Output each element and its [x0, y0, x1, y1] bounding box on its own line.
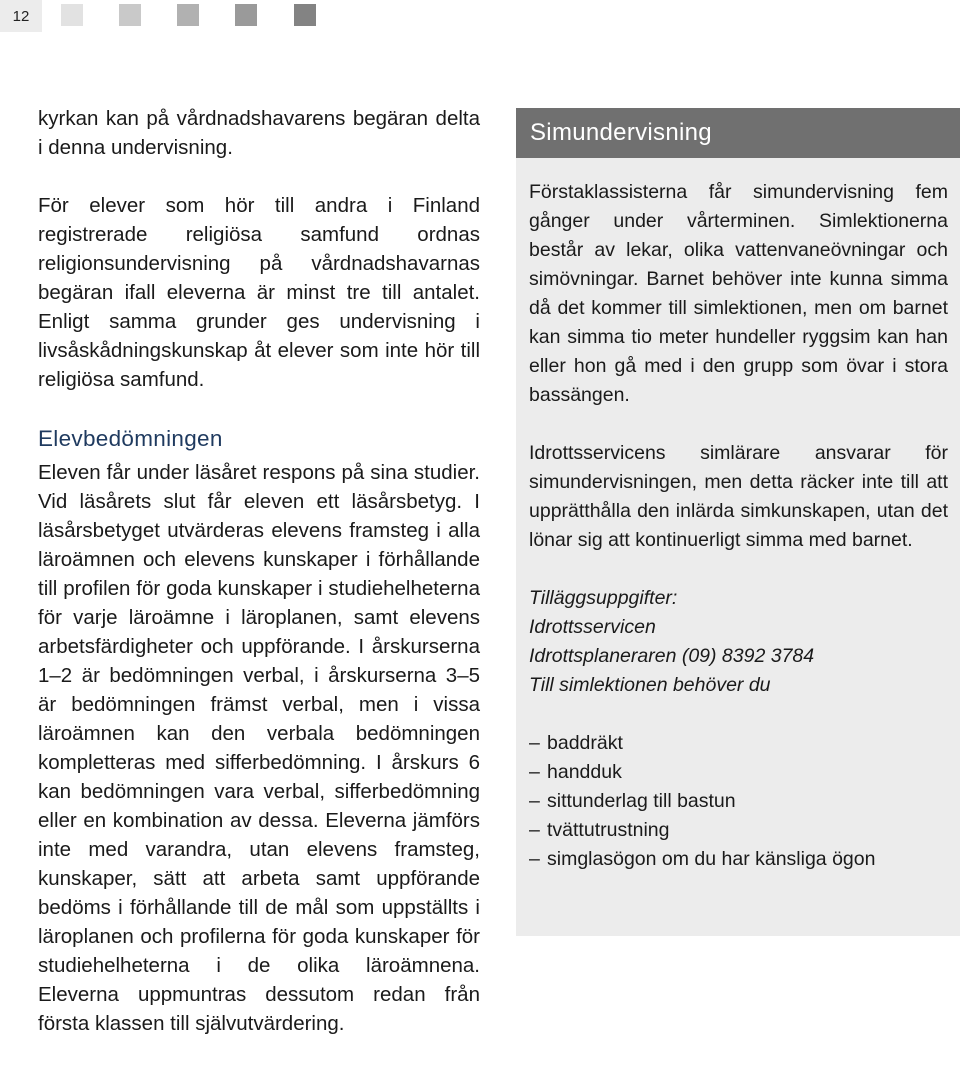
box-body — [516, 158, 960, 874]
list-item: – sittunderlag till bastun — [529, 790, 736, 812]
page-number: 12 — [0, 0, 42, 32]
body-paragraph: Eleven får under läsåret respons på sina studier. Vid läsårets slut får eleven ett läsårsbetyg. I läsårsbetyget utvärderas elevens framsteg i alla läroämnen och elevens kunskaper i förhållande till profilen för goda kunskaper i studiehelheterna för varje läroämne i läroplanen, samt elevens arbetsfärdigheter och uppförande. I årskurserna 1–2 är bedömningen verbal, i årskurserna 3–5 är bedömningen främst verbal, men i vissa läroämnen kan den verbala bedömningen kompletteras med sifferbedömning. I årskurs 6 kan bedömningen vara verbal, sifferbedömning eller en kombination av dessa. Eleverna jämförs inte med varandra, utan elevens framsteg, kunskaper, sätt att arbeta samt uppförande bedöms i förhållande till de mål som uppställts i läroplanen och profilerna för goda kunskaper för studiehelheterna i de olika läroämnena. Eleverna uppmuntras dessutom redan från första klassen till självutvärdering. — [38, 461, 480, 1035]
list-item-label: tvättutrustning — [547, 819, 670, 841]
list-item-label: simglasögon om du har känsliga ögon — [547, 848, 876, 870]
list-item: – handduk — [529, 761, 622, 783]
box-paragraph: Idrottsservicens simlärare ansvarar för simundervisningen, men detta räcker inte till att upprätthålla den inlärda simkunskapen, utan det lönar sig att kontinuerligt simma med barnet. — [529, 442, 948, 551]
list-item: – simglasögon om du har känsliga ögon — [529, 848, 876, 870]
list-item-label: handduk — [547, 761, 622, 783]
color-swatch — [294, 4, 316, 26]
list-item: – tvättutrustning — [529, 819, 670, 841]
list-item-label: baddräkt — [547, 732, 623, 754]
extra-info-line: Idrottsservicen — [529, 616, 656, 638]
body-paragraph: kyrkan kan på vårdnadshavarens begäran delta i denna undervisning. — [38, 107, 480, 159]
color-swatch — [177, 4, 199, 26]
color-swatch — [61, 4, 83, 26]
extra-info-line: Idrottsplaneraren (09) 8392 3784 — [529, 645, 815, 667]
list-item: – baddräkt — [529, 732, 623, 754]
list-item-label: sittunderlag till bastun — [547, 790, 736, 812]
left-column — [38, 104, 480, 1038]
extra-info-line: Tilläggsuppgifter: — [529, 587, 678, 609]
extra-info — [529, 584, 948, 700]
color-swatch — [119, 4, 141, 26]
box-paragraph: Förstaklassisterna får simundervisning fem gånger under vårterminen. Simlektionerna består av lekar, olika vattenvaneövningar och simövningar. Barnet behöver inte kunna simma då det kommer till simlektionen, men om barnet kan simma tio meter hundeller ryggsim kan han eller hon gå med i den grupp som övar i stora bassängen. — [529, 181, 948, 406]
body-paragraph: För elever som hör till andra i Finland registrerade religiösa samfund ordnas religionsundervisning på vårdnadshavarnas begäran ifall eleverna är minst tre till antalet. Enligt samma grunder ges undervisning i livsåskådningskunskap åt elever som inte hör till religiösa samfund. — [38, 194, 480, 391]
section-heading: Elevbedömningen — [38, 426, 223, 451]
color-swatch — [235, 4, 257, 26]
extra-info-line: Till simlektionen behöver du — [529, 674, 771, 696]
swimming-info-box — [516, 108, 960, 936]
box-title: Simundervisning — [516, 108, 960, 158]
packing-list — [529, 729, 948, 874]
